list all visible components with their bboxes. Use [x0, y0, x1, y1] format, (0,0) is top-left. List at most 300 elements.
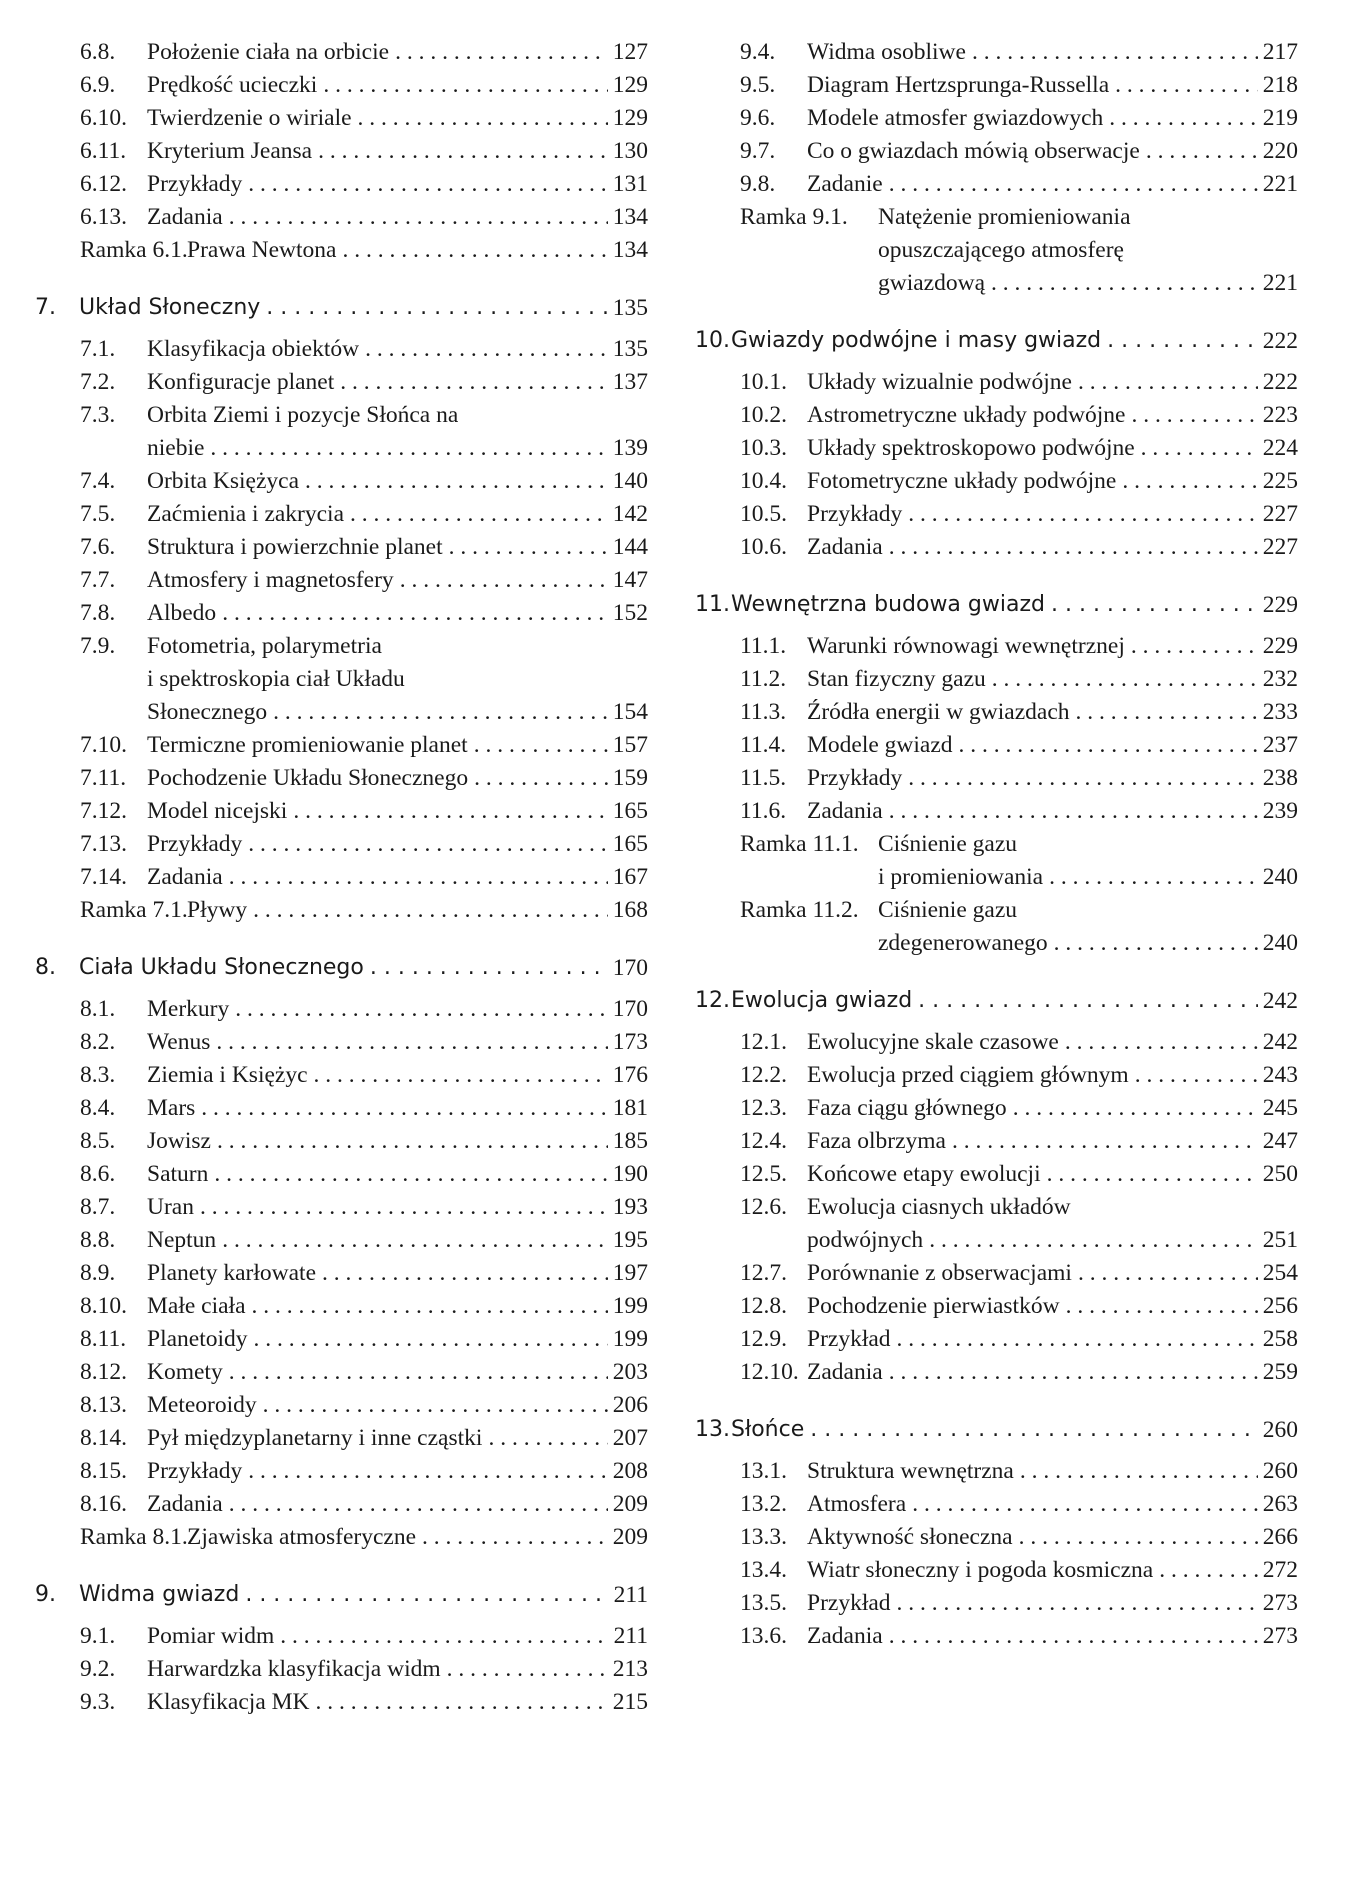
- page-number: 209: [612, 1524, 648, 1550]
- page-number: 243: [1262, 1062, 1298, 1088]
- leader-dots: [1153, 1554, 1258, 1587]
- leader-dots: [274, 1620, 608, 1653]
- page-number: 165: [612, 798, 648, 824]
- page-number: 219: [1262, 105, 1298, 131]
- section-number: 7.4.: [80, 468, 116, 494]
- entry-title-line: [147, 597, 648, 630]
- entry-title-line: [147, 1323, 648, 1356]
- leader-dots: [953, 729, 1258, 762]
- entry-title: Gwiazdy podwójne i masy gwiazd: [731, 328, 1102, 353]
- entry-title: opuszczającego atmosferę: [878, 237, 1124, 263]
- section-number: 13.6.: [740, 1623, 787, 1649]
- leader-dots: [344, 498, 608, 531]
- section-entry: [35, 333, 648, 366]
- entry-title-line: [147, 333, 648, 366]
- leader-dots: [883, 1356, 1258, 1389]
- entry-title: Mars: [147, 1095, 196, 1121]
- section-number: 8.8.: [80, 1227, 116, 1253]
- leader-dots: [1116, 465, 1258, 498]
- entry-title-line: [147, 168, 648, 201]
- entry-title-line: [147, 366, 648, 399]
- section-number: 8.7.: [80, 1194, 116, 1220]
- leader-dots: [242, 168, 608, 201]
- entry-title: Orbita Księżyca: [147, 468, 300, 494]
- page-number: 232: [1262, 666, 1298, 692]
- entry-title: Modele atmosfer gwiazdowych: [807, 105, 1104, 131]
- entry-title: Układy spektroskopowo podwójne: [807, 435, 1135, 461]
- section-number: 7.2.: [80, 369, 116, 395]
- entry-title-line: [807, 762, 1298, 795]
- page-number: 240: [1262, 864, 1298, 890]
- entry-continuation: [35, 432, 648, 465]
- leader-dots: [883, 795, 1258, 828]
- entry-title-line: [807, 168, 1298, 201]
- entry-title: Harwardzka klasyfikacja widm: [147, 1656, 441, 1682]
- entry-title-line: [807, 1224, 1298, 1257]
- section-number: 8.5.: [80, 1128, 116, 1154]
- entry-title-line: [878, 267, 1298, 300]
- section-number: 6.10.: [80, 105, 127, 131]
- section-number: 8.9.: [80, 1260, 116, 1286]
- entry-title-line: [807, 1554, 1298, 1587]
- section-entry: [35, 1158, 648, 1191]
- entry-title: Przykłady: [147, 831, 243, 857]
- leader-dots: [1109, 69, 1258, 102]
- page-number: 213: [612, 1656, 648, 1682]
- leader-dots: [312, 135, 608, 168]
- leader-dots: [912, 984, 1258, 1018]
- leader-dots: [1125, 630, 1258, 663]
- page-number: 221: [1262, 171, 1298, 197]
- leader-dots: [946, 1125, 1258, 1158]
- entry-title-line: [147, 531, 648, 564]
- entry-title: Zadania: [147, 1491, 223, 1517]
- toc-left-column: [35, 36, 648, 1719]
- section-entry: [35, 861, 648, 894]
- section-entry: [35, 399, 648, 432]
- section-number: 13.1.: [740, 1458, 787, 1484]
- leader-dots: [441, 1653, 608, 1686]
- leader-dots: [1129, 1059, 1258, 1092]
- entry-title: Zadania: [807, 1623, 883, 1649]
- page-number: 206: [612, 1392, 648, 1418]
- section-number: 11.2.: [740, 666, 787, 692]
- entry-title-line: [807, 630, 1298, 663]
- entry-title-line: [147, 465, 648, 498]
- entry-title-line: [147, 1686, 648, 1719]
- entry-title: Zadanie: [807, 171, 883, 197]
- page-number: 237: [1262, 732, 1298, 758]
- entry-title: Modele gwiazd: [807, 732, 953, 758]
- entry-title: Neptun: [147, 1227, 217, 1253]
- entry-title: Pływy: [187, 897, 248, 923]
- section-number: 7.11.: [80, 765, 127, 791]
- entry-title: Struktura i powierzchnie planet: [147, 534, 443, 560]
- entry-title: Twierdzenie o wiriale: [147, 105, 352, 131]
- page-number: 152: [612, 600, 648, 626]
- leader-dots: [194, 1191, 608, 1224]
- section-number: 6.8.: [80, 39, 116, 65]
- entry-title-line: [147, 1653, 648, 1686]
- section-number: 13.3.: [740, 1524, 787, 1550]
- section-number: 10.5.: [740, 501, 787, 527]
- page-number: 137: [612, 369, 648, 395]
- section-number: 9.2.: [80, 1656, 116, 1682]
- leader-dots: [416, 1521, 608, 1554]
- section-number: 11.3.: [740, 699, 787, 725]
- leader-dots: [1101, 324, 1258, 358]
- leader-dots: [317, 69, 608, 102]
- entry-title: Słonecznego: [147, 699, 268, 725]
- section-entry: [695, 69, 1298, 102]
- entry-title: Natężenie promieniowania: [878, 204, 1131, 230]
- page-number: 144: [612, 534, 648, 560]
- section-number: 9.6.: [740, 105, 776, 131]
- entry-title: Struktura wewnętrzna: [807, 1458, 1014, 1484]
- section-entry: [35, 1620, 648, 1653]
- leader-dots: [902, 762, 1258, 795]
- entry-title-line: [807, 1257, 1298, 1290]
- section-entry: [695, 795, 1298, 828]
- entry-title: Porównanie z obserwacjami: [807, 1260, 1072, 1286]
- page-number: 227: [1262, 501, 1298, 527]
- entry-continuation: [695, 1224, 1298, 1257]
- section-number: 7.7.: [80, 567, 116, 593]
- leader-dots: [223, 201, 608, 234]
- entry-title-line: [147, 729, 648, 762]
- chapter-entry: [35, 1578, 648, 1612]
- page-number: 263: [1262, 1491, 1298, 1517]
- entry-title: zdegenerowanego: [878, 930, 1048, 956]
- entry-title: Ciśnienie gazu: [878, 831, 1018, 857]
- leader-dots: [1048, 927, 1258, 960]
- page-number: 190: [612, 1161, 648, 1187]
- entry-title: Meteoroidy: [147, 1392, 257, 1418]
- section-entry: [695, 366, 1298, 399]
- leader-dots: [804, 1413, 1258, 1447]
- section-entry: [35, 1026, 648, 1059]
- entry-title-line: [807, 1125, 1298, 1158]
- leader-dots: [902, 498, 1258, 531]
- section-number: 8.1.: [80, 996, 116, 1022]
- leader-dots: [1140, 135, 1258, 168]
- entry-title-line: [147, 1257, 648, 1290]
- page-number: 129: [612, 105, 648, 131]
- entry-title-line: [147, 135, 648, 168]
- section-number: 6.13.: [80, 204, 127, 230]
- entry-title: Uran: [147, 1194, 194, 1220]
- box-number: Ramka 7.1.: [80, 897, 188, 923]
- section-number: 8.3.: [80, 1062, 116, 1088]
- entry-title-line: [147, 1191, 648, 1224]
- section-number: 7.10.: [80, 732, 127, 758]
- entry-title-line: [731, 984, 1298, 1018]
- section-entry: [695, 36, 1298, 69]
- entry-title-line: [147, 828, 648, 861]
- section-number: 7.12.: [80, 798, 127, 824]
- leader-dots: [985, 267, 1258, 300]
- entry-title: Albedo: [147, 600, 217, 626]
- entry-title: Faza olbrzyma: [807, 1128, 946, 1154]
- page-number: 258: [1262, 1326, 1298, 1352]
- section-number: 8.12.: [80, 1359, 127, 1385]
- box-entry: [695, 201, 1298, 234]
- entry-title: Pył międzyplanetarny i inne cząstki: [147, 1425, 483, 1451]
- entry-title-line: [79, 951, 648, 985]
- section-entry: [695, 630, 1298, 663]
- entry-title: i promieniowania: [878, 864, 1044, 890]
- section-number: 9.8.: [740, 171, 776, 197]
- section-number: 10.6.: [740, 534, 787, 560]
- page-number: 170: [612, 955, 648, 981]
- section-entry: [35, 1389, 648, 1422]
- chapter-number: 13.: [695, 1417, 730, 1442]
- leader-dots: [216, 597, 608, 630]
- page-number: 173: [612, 1029, 648, 1055]
- entry-title: Widma osobliwe: [807, 39, 966, 65]
- section-entry: [695, 1257, 1298, 1290]
- section-number: 12.7.: [740, 1260, 787, 1286]
- section-number: 8.11.: [80, 1326, 127, 1352]
- entry-title: Termiczne promieniowanie planet: [147, 732, 468, 758]
- entry-title-line: [147, 69, 648, 102]
- section-number: 8.4.: [80, 1095, 116, 1121]
- page-number: 238: [1262, 765, 1298, 791]
- entry-title: Zadania: [147, 204, 223, 230]
- section-number: 9.3.: [80, 1689, 116, 1715]
- leader-dots: [1059, 1026, 1258, 1059]
- box-entry: [35, 894, 648, 927]
- page-number: 165: [612, 831, 648, 857]
- page-number: 211: [613, 1582, 648, 1608]
- entry-title-line: [807, 696, 1298, 729]
- page-number: 245: [1262, 1095, 1298, 1121]
- page-number: 223: [1262, 402, 1298, 428]
- chapter-entry: [695, 588, 1298, 622]
- section-number: 10.4.: [740, 468, 787, 494]
- section-number: 8.6.: [80, 1161, 116, 1187]
- entry-title: Zadania: [147, 864, 223, 890]
- entry-title-line: [807, 1191, 1298, 1224]
- entry-title: Ziemia i Księżyc: [147, 1062, 308, 1088]
- section-entry: [35, 1224, 648, 1257]
- entry-title-line: [807, 729, 1298, 762]
- leader-dots: [352, 102, 608, 135]
- section-number: 13.4.: [740, 1557, 787, 1583]
- page-number: 260: [1262, 1458, 1298, 1484]
- box-number: Ramka 11.2.: [740, 897, 859, 923]
- page-number: 195: [612, 1227, 648, 1253]
- page-number: 215: [612, 1689, 648, 1715]
- entry-title-line: [807, 36, 1298, 69]
- section-number: 12.9.: [740, 1326, 787, 1352]
- section-entry: [695, 1488, 1298, 1521]
- page-number: 157: [612, 732, 648, 758]
- entry-continuation: [695, 927, 1298, 960]
- leader-dots: [223, 1356, 608, 1389]
- leader-dots: [239, 1578, 608, 1612]
- entry-title: Małe ciała: [147, 1293, 246, 1319]
- entry-title: Układy wizualnie podwójne: [807, 369, 1072, 395]
- section-entry: [695, 1125, 1298, 1158]
- entry-title-line: [807, 1290, 1298, 1323]
- leader-dots: [287, 795, 608, 828]
- section-entry: [35, 1653, 648, 1686]
- entry-title-line: [807, 69, 1298, 102]
- entry-title-line: [147, 630, 648, 663]
- leader-dots: [1014, 1455, 1258, 1488]
- entry-title-line: [147, 696, 648, 729]
- entry-title-line: [807, 1620, 1298, 1653]
- section-entry: [35, 564, 648, 597]
- leader-dots: [883, 168, 1258, 201]
- entry-title-line: [807, 663, 1298, 696]
- section-number: 7.1.: [80, 336, 116, 362]
- page-number: 222: [1262, 328, 1298, 354]
- leader-dots: [923, 1224, 1258, 1257]
- entry-title-line: [147, 762, 648, 795]
- section-entry: [35, 1356, 648, 1389]
- box-entry: [695, 828, 1298, 861]
- section-number: 7.9.: [80, 633, 116, 659]
- entry-title-line: [147, 498, 648, 531]
- page-number: 199: [612, 1293, 648, 1319]
- entry-title-line: [807, 1059, 1298, 1092]
- entry-title-line: [807, 102, 1298, 135]
- leader-dots: [891, 1587, 1258, 1620]
- entry-title: Położenie ciała na orbicie: [147, 39, 390, 65]
- entry-title-line: [147, 1422, 648, 1455]
- page-number: 229: [1262, 592, 1298, 618]
- page-number: 233: [1262, 699, 1298, 725]
- entry-title-line: [147, 1224, 648, 1257]
- leader-dots: [1103, 102, 1258, 135]
- section-entry: [35, 1290, 648, 1323]
- page-number: 240: [1262, 930, 1298, 956]
- entry-title-line: [147, 1026, 648, 1059]
- entry-title: Atmosfera: [807, 1491, 907, 1517]
- page-number: 134: [612, 237, 648, 263]
- entry-title-line: [147, 1455, 648, 1488]
- section-number: 8.13.: [80, 1392, 127, 1418]
- leader-dots: [1072, 1257, 1258, 1290]
- entry-title: Widma gwiazd: [79, 1582, 240, 1607]
- entry-title: Prawa Newtona: [187, 237, 337, 263]
- page-number: 208: [612, 1458, 648, 1484]
- entry-title-line: [147, 1158, 648, 1191]
- entry-title-line: [878, 828, 1298, 861]
- page-number: 273: [1262, 1623, 1298, 1649]
- entry-continuation: [695, 234, 1298, 267]
- entry-title: Kryterium Jeansa: [147, 138, 313, 164]
- section-number: 10.2.: [740, 402, 787, 428]
- leader-dots: [216, 1224, 608, 1257]
- page-number: 131: [612, 171, 648, 197]
- section-entry: [695, 1026, 1298, 1059]
- section-number: 9.5.: [740, 72, 776, 98]
- entry-title-line: [79, 291, 648, 325]
- section-entry: [695, 102, 1298, 135]
- section-entry: [695, 1455, 1298, 1488]
- section-number: 9.1.: [80, 1623, 116, 1649]
- entry-title: Zadania: [807, 534, 883, 560]
- entry-title-line: [807, 531, 1298, 564]
- entry-title: Przykład: [807, 1326, 891, 1352]
- page-number: 242: [1262, 988, 1298, 1014]
- chapter-number: 12.: [695, 988, 730, 1013]
- section-number: 12.3.: [740, 1095, 787, 1121]
- leader-dots: [242, 1455, 608, 1488]
- section-entry: [35, 828, 648, 861]
- leader-dots: [248, 1323, 608, 1356]
- box-number: Ramka 9.1.: [740, 204, 848, 230]
- entry-title: Ewolucja gwiazd: [731, 988, 913, 1013]
- leader-dots: [1043, 861, 1258, 894]
- section-number: 11.4.: [740, 732, 787, 758]
- leader-dots: [316, 1257, 608, 1290]
- entry-title: Ewolucyjne skale czasowe: [807, 1029, 1059, 1055]
- page-number: 220: [1262, 138, 1298, 164]
- entry-continuation: [35, 663, 648, 696]
- section-entry: [35, 1323, 648, 1356]
- section-number: 8.2.: [80, 1029, 116, 1055]
- entry-title-line: [147, 1389, 648, 1422]
- entry-title: Atmosfery i magnetosfery: [147, 567, 394, 593]
- section-entry: [35, 993, 648, 1026]
- entry-title-line: [147, 861, 648, 894]
- leader-dots: [211, 1125, 608, 1158]
- entry-title: Planety karłowate: [147, 1260, 317, 1286]
- entry-continuation: [35, 696, 648, 729]
- section-entry: [695, 498, 1298, 531]
- entry-title: Astrometryczne układy podwójne: [807, 402, 1126, 428]
- entry-title-line: [147, 564, 648, 597]
- section-number: 13.2.: [740, 1491, 787, 1517]
- section-entry: [35, 1455, 648, 1488]
- page-number: 239: [1262, 798, 1298, 824]
- entry-title: Przykłady: [147, 171, 243, 197]
- leader-dots: [308, 1059, 608, 1092]
- entry-title-line: [807, 1521, 1298, 1554]
- section-entry: [35, 597, 648, 630]
- leader-dots: [260, 291, 608, 325]
- section-entry: [695, 1521, 1298, 1554]
- entry-title-line: [147, 663, 648, 696]
- entry-title: Przykłady: [807, 501, 903, 527]
- section-entry: [35, 630, 648, 663]
- page-number: 130: [612, 138, 648, 164]
- page-number: 159: [612, 765, 648, 791]
- section-entry: [695, 762, 1298, 795]
- chapter-number: 9.: [35, 1582, 56, 1607]
- section-entry: [35, 69, 648, 102]
- section-number: 7.3.: [80, 402, 116, 428]
- entry-title-line: [807, 1323, 1298, 1356]
- entry-title-line: [878, 201, 1298, 234]
- section-entry: [35, 366, 648, 399]
- page-number: 129: [612, 72, 648, 98]
- entry-title: podwójnych: [807, 1227, 924, 1253]
- entry-title: Ewolucja ciasnych układów: [807, 1194, 1071, 1220]
- entry-continuation: [695, 861, 1298, 894]
- page-number: 193: [612, 1194, 648, 1220]
- section-entry: [35, 201, 648, 234]
- entry-title-line: [147, 102, 648, 135]
- page-number: 225: [1262, 468, 1298, 494]
- entry-title-line: [807, 795, 1298, 828]
- section-entry: [35, 135, 648, 168]
- entry-title: Jowisz: [147, 1128, 211, 1154]
